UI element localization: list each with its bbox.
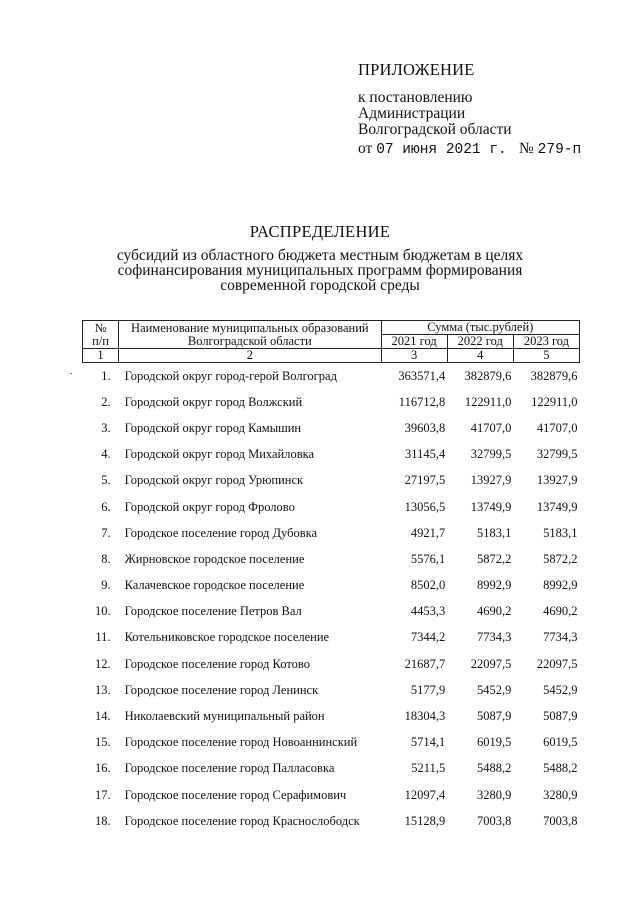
decree-number-value: 279-п bbox=[537, 142, 582, 158]
amount-2022: 32799,5 bbox=[470, 447, 512, 462]
subtitle-line-1: субсидий из областного бюджета местным бюджетам в целях bbox=[116, 247, 524, 264]
decree-number-prefix: № bbox=[519, 140, 534, 157]
amount-2023: 382879,6 bbox=[530, 368, 578, 383]
row-number: 7. bbox=[101, 525, 111, 540]
municipality-name: Городское поселение город Краснослободск bbox=[124, 813, 360, 828]
amount-2022: 4690,2 bbox=[476, 604, 512, 619]
table-row bbox=[83, 573, 580, 599]
table-row bbox=[83, 782, 580, 808]
table-row bbox=[83, 389, 580, 415]
header-sum: Сумма (тыс.рублей) bbox=[381, 321, 579, 335]
amount-2023: 22097,5 bbox=[536, 656, 578, 671]
table-row bbox=[83, 651, 580, 677]
amount-2022: 7734,3 bbox=[476, 630, 512, 645]
amount-2023: 7003,8 bbox=[543, 813, 578, 828]
amount-2022: 13749,9 bbox=[470, 499, 512, 514]
header-year-2021: 2021 год bbox=[381, 335, 447, 349]
header-num-line-1: № bbox=[94, 320, 107, 335]
municipality-name: Городское поселение город Ленинск bbox=[124, 682, 319, 697]
municipality-name: Городское поселение город Палласовка bbox=[124, 761, 335, 776]
decree-number bbox=[519, 140, 581, 158]
table-body bbox=[83, 363, 580, 835]
row-number: 3. bbox=[101, 420, 111, 435]
document-subtitle bbox=[80, 248, 560, 293]
amount-2021: 12097,4 bbox=[404, 787, 446, 802]
table-row bbox=[83, 808, 580, 834]
amount-2022: 13927,9 bbox=[470, 473, 512, 488]
amount-2021: 8502,0 bbox=[410, 578, 446, 593]
municipality-name: Николаевский муниципальный район bbox=[124, 709, 325, 724]
municipality-name: Городское поселение город Котово bbox=[124, 656, 310, 671]
row-number: 6. bbox=[101, 499, 111, 514]
amount-2021: 39603,8 bbox=[404, 420, 446, 435]
amount-2021: 27197,5 bbox=[404, 473, 446, 488]
appendix-title: ПРИЛОЖЕНИЕ bbox=[358, 60, 475, 79]
row-number: 9. bbox=[101, 578, 111, 593]
amount-2021: 31145,4 bbox=[405, 447, 446, 462]
amount-2022: 382879,6 bbox=[464, 368, 512, 383]
amount-2022: 41707,0 bbox=[470, 420, 512, 435]
amount-2023: 32799,5 bbox=[536, 447, 578, 462]
table-row bbox=[83, 363, 580, 390]
header-name bbox=[119, 321, 382, 349]
row-number: 4. bbox=[101, 447, 111, 462]
row-number: 15. bbox=[94, 735, 111, 750]
col-number-4: 4 bbox=[447, 349, 513, 363]
amount-2023: 8992,9 bbox=[543, 578, 578, 593]
row-number: 13. bbox=[94, 682, 111, 697]
municipality-name: Городской округ город-герой Волгоград bbox=[124, 368, 337, 383]
municipality-name: Городской округ город Михайловка bbox=[124, 447, 315, 462]
table-row bbox=[83, 546, 580, 572]
table-row bbox=[83, 468, 580, 494]
municipality-name: Городское поселение город Серафимович bbox=[124, 787, 347, 802]
row-number: 17. bbox=[94, 787, 111, 802]
amount-2021: 363571,4 bbox=[398, 368, 446, 383]
header-name-line-1: Наименование муниципальных образований bbox=[131, 320, 369, 335]
row-number: 5. bbox=[101, 473, 111, 488]
amount-2023: 3280,9 bbox=[543, 787, 578, 802]
amount-2023: 41707,0 bbox=[536, 420, 578, 435]
municipality-name: Городской округ город Фролово bbox=[124, 499, 295, 514]
row-number: 11. bbox=[95, 630, 111, 645]
table-row bbox=[83, 599, 580, 625]
amount-2021: 15128,9 bbox=[404, 813, 446, 828]
table-row bbox=[83, 730, 580, 756]
amount-2021: 13056,5 bbox=[404, 499, 446, 514]
amount-2022: 5087,9 bbox=[476, 709, 512, 724]
row-number: 2. bbox=[101, 394, 111, 409]
municipality-name: Городской округ город Волжский bbox=[124, 394, 303, 409]
table-header bbox=[83, 321, 580, 363]
row-number: 8. bbox=[101, 551, 111, 566]
table-row bbox=[83, 494, 580, 520]
table-row bbox=[83, 520, 580, 546]
appendix-line-3: Волгоградской области bbox=[358, 121, 512, 138]
municipality-name: Городское поселение город Дубовка bbox=[124, 525, 318, 540]
amount-2023: 13749,9 bbox=[536, 499, 578, 514]
decree-date-value: 07 июня 2021 г. bbox=[376, 142, 507, 158]
amount-2023: 5872,2 bbox=[543, 551, 578, 566]
amount-2023: 7734,3 bbox=[543, 630, 578, 645]
scan-mark bbox=[70, 373, 72, 374]
subtitle-line-3: современной городской среды bbox=[220, 277, 420, 294]
amount-2021: 7344,2 bbox=[410, 630, 446, 645]
amount-2022: 122911,0 bbox=[464, 394, 512, 409]
header-name-line-2: Волгоградской области bbox=[187, 333, 312, 348]
municipality-name: Городское поселение Петров Вал bbox=[124, 604, 302, 619]
header-year-2022: 2022 год bbox=[447, 335, 513, 349]
row-number: 18. bbox=[94, 813, 111, 828]
municipality-name: Жирновское городское поселение bbox=[124, 551, 305, 566]
amount-2021: 116712,8 bbox=[398, 394, 446, 409]
amount-2021: 5211,5 bbox=[411, 761, 446, 776]
amount-2023: 6019,5 bbox=[543, 735, 578, 750]
header-year-2023: 2023 год bbox=[513, 335, 579, 349]
amount-2022: 8992,9 bbox=[476, 578, 512, 593]
amount-2023: 4690,2 bbox=[543, 604, 578, 619]
table-row bbox=[83, 677, 580, 703]
amount-2022: 5452,9 bbox=[476, 682, 512, 697]
col-number-3: 3 bbox=[381, 349, 447, 363]
amount-2023: 5087,9 bbox=[543, 709, 578, 724]
amount-2022: 6019,5 bbox=[476, 735, 512, 750]
amount-2022: 5488,2 bbox=[476, 761, 512, 776]
row-number: 16. bbox=[94, 761, 111, 776]
appendix-block bbox=[358, 62, 512, 138]
amount-2023: 5452,9 bbox=[543, 682, 578, 697]
amount-2021: 4921,7 bbox=[410, 525, 446, 540]
municipality-name: Городской округ город Урюпинск bbox=[124, 473, 304, 488]
municipality-name: Калачевское городское поселение bbox=[124, 578, 305, 593]
amount-2021: 21687,7 bbox=[404, 656, 446, 671]
row-number: 12. bbox=[94, 656, 111, 671]
amount-2022: 5183,1 bbox=[476, 525, 512, 540]
amount-2023: 13927,9 bbox=[536, 473, 578, 488]
subtitle-line-2: софинансирования муниципальных программ формирования bbox=[117, 262, 523, 279]
table-row bbox=[83, 442, 580, 468]
appendix-line-1: к постановлению bbox=[358, 89, 473, 106]
row-number: 14. bbox=[94, 709, 111, 724]
distribution-table bbox=[82, 320, 580, 834]
amount-2021: 5177,9 bbox=[410, 682, 446, 697]
header-num-line-2: п/п bbox=[92, 333, 109, 348]
table-row bbox=[83, 703, 580, 729]
amount-2021: 5576,1 bbox=[410, 551, 446, 566]
municipality-name: Котельниковское городское поселение bbox=[124, 630, 330, 645]
header-num bbox=[83, 321, 119, 349]
col-number-1: 1 bbox=[83, 349, 119, 363]
amount-2023: 5488,2 bbox=[543, 761, 578, 776]
col-number-5: 5 bbox=[513, 349, 579, 363]
amount-2021: 5714,1 bbox=[410, 735, 446, 750]
amount-2023: 5183,1 bbox=[543, 525, 578, 540]
amount-2022: 22097,5 bbox=[470, 656, 512, 671]
municipality-name: Городское поселение город Новоаннинский bbox=[124, 735, 358, 750]
amount-2023: 122911,0 bbox=[531, 394, 578, 409]
table-row bbox=[83, 625, 580, 651]
col-number-2: 2 bbox=[119, 349, 382, 363]
amount-2021: 4453,3 bbox=[410, 604, 446, 619]
table-row bbox=[83, 756, 580, 782]
amount-2022: 5872,2 bbox=[476, 551, 512, 566]
document-title: РАСПРЕДЕЛЕНИЕ bbox=[249, 222, 391, 241]
decree-date bbox=[358, 140, 507, 158]
municipality-name: Городской округ город Камышин bbox=[124, 420, 302, 435]
amount-2022: 3280,9 bbox=[476, 787, 512, 802]
decree-date-prefix: от bbox=[358, 140, 373, 157]
appendix-line-2: Администрации bbox=[358, 105, 466, 122]
amount-2021: 18304,3 bbox=[404, 709, 446, 724]
row-number: 10. bbox=[94, 604, 111, 619]
row-number: 1. bbox=[101, 368, 111, 383]
table-row bbox=[83, 415, 580, 441]
amount-2022: 7003,8 bbox=[476, 813, 512, 828]
